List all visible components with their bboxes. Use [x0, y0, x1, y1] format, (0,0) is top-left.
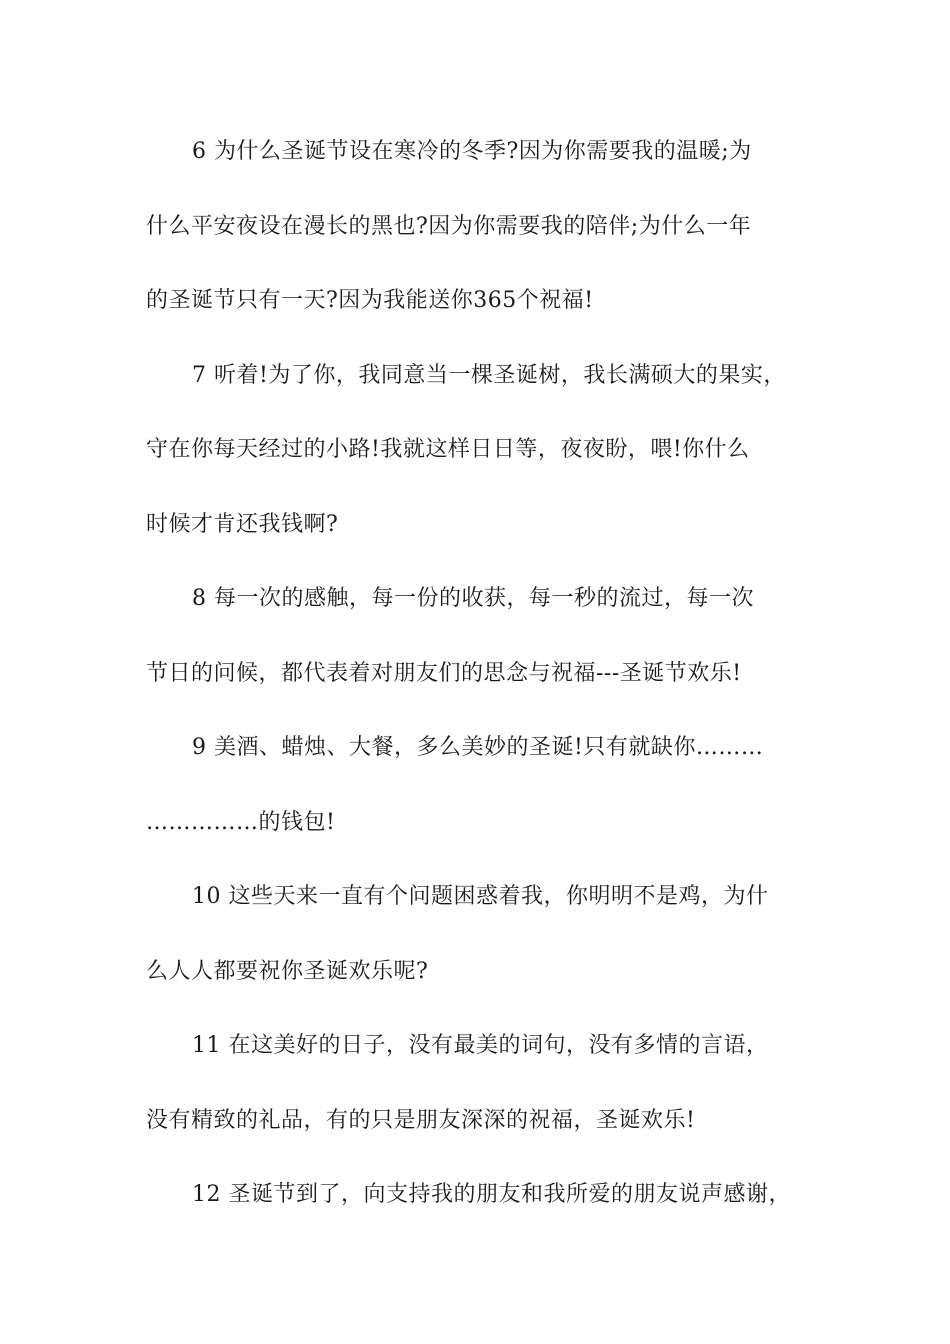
paragraph-line: 10 这些天来一直有个问题困惑着我，你明明不是鸡，为什 [192, 884, 769, 909]
paragraph-line: 守在你每天经过的小路!我就这样日日等，夜夜盼，喂!你什么 [146, 437, 750, 462]
paragraph-6 [146, 126, 836, 350]
paragraph-line: 的圣诞节只有一天?因为我能送你365个祝福! [146, 288, 594, 313]
document-body [146, 126, 836, 1244]
paragraph-11 [146, 1020, 836, 1169]
paragraph-line: 没有精致的礼品，有的只是朋友深深的祝福，圣诞欢乐! [146, 1107, 696, 1133]
paragraph-line: 8 每一次的感触，每一份的收获，每一秒的流过，每一次 [192, 586, 754, 611]
paragraph-12 [146, 1169, 836, 1244]
paragraph-10 [146, 871, 836, 1020]
paragraph-line: 什么平安夜设在漫长的黑也?因为你需要我的陪伴;为什么一年 [146, 213, 752, 239]
paragraph-line: 6 为什么圣诞节设在寒冷的冬季?因为你需要我的温暖;为 [192, 139, 752, 164]
paragraph-line: 时候才肯还我钱啊? [146, 511, 339, 537]
paragraph-line: 节日的问候，都代表着对朋友们的思念与祝福---圣诞节欢乐! [146, 660, 742, 686]
paragraph-line: ……………的钱包! [146, 809, 336, 835]
paragraph-line: 11 在这美好的日子，没有最美的词句，没有多情的言语， [192, 1033, 769, 1058]
paragraph-line: 7 听着!为了你，我同意当一棵圣诞树，我长满硕大的果实， [192, 362, 786, 388]
paragraph-line: 么人人都要祝你圣诞欢乐呢? [146, 958, 429, 984]
paragraph-8 [146, 573, 836, 722]
paragraph-9 [146, 722, 836, 871]
paragraph-7 [146, 350, 836, 574]
paragraph-line: 12 圣诞节到了，向支持我的朋友和我所爱的朋友说声感谢， [192, 1182, 791, 1207]
paragraph-line: 9 美酒、蜡烛、大餐，多么美妙的圣诞!只有就缺你……… [192, 735, 764, 760]
